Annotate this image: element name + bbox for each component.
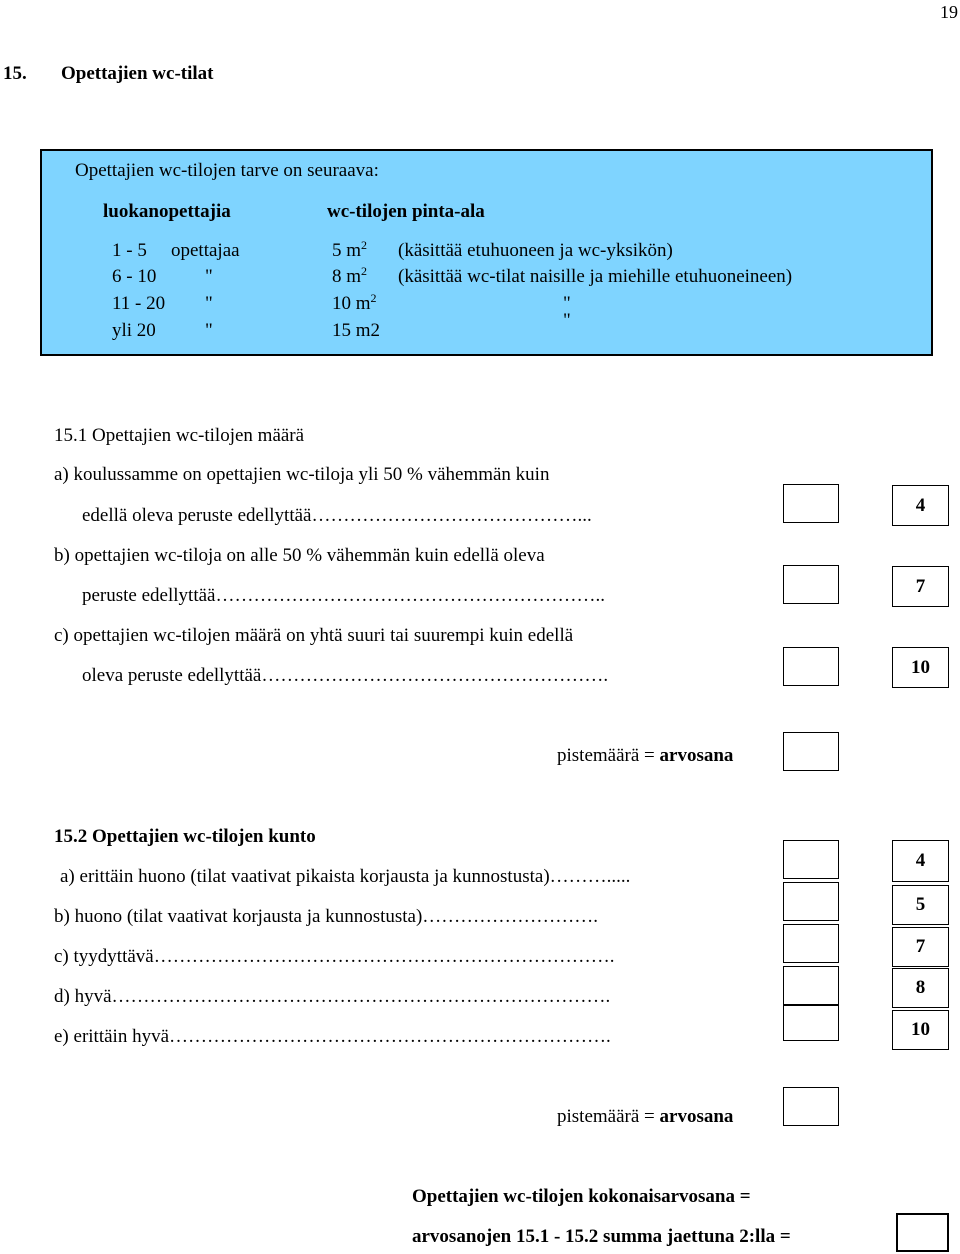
- row-area: 15 m2: [332, 320, 381, 341]
- total-label-line2: arvosanojen 15.1 - 15.2 summa jaettuna 2:lla =: [412, 1226, 791, 1247]
- q1-option-c-line2: oleva peruste edellyttää……………………………………………….: [82, 665, 609, 686]
- q1-score-label: pistemäärä = arvosana: [557, 745, 734, 766]
- q2-option-a-checkbox[interactable]: [783, 840, 839, 879]
- q2-option-a-points: 4: [892, 840, 949, 882]
- q1-option-a-line2: edellä oleva peruste edellyttää……………………………………...: [82, 505, 592, 526]
- q1-option-c-points: 10: [892, 647, 949, 688]
- row-range: yli 20: [112, 320, 156, 341]
- q1-option-b-line2: peruste edellyttää……………………………………………………..: [82, 585, 605, 606]
- q2-option-d-checkbox[interactable]: [783, 966, 839, 1005]
- q1-option-a-points: 4: [892, 485, 949, 526]
- q2-option-b-checkbox[interactable]: [783, 882, 839, 921]
- q2-option-e: e) erittäin hyvä…………………………………………………………….: [54, 1026, 611, 1047]
- q2-option-a: a) erittäin huono (tilat vaativat pikaista korjausta ja kunnostusta)……….....: [60, 866, 631, 887]
- q1-score-input[interactable]: [783, 732, 839, 771]
- q2-option-c-points: 7: [892, 927, 949, 967]
- row-area: 10 $m^2$: [332, 291, 377, 314]
- q1-option-a-checkbox[interactable]: [783, 484, 839, 523]
- row-unit: ": [205, 320, 213, 341]
- q1-option-b-line1: b) opettajien wc-tiloja on alle 50 % vähemmän kuin edellä oleva: [54, 545, 545, 566]
- row-note: (käsittää wc-tilat naisille ja miehille etuhuoneineen): [398, 266, 793, 287]
- row-unit: ": [205, 266, 213, 287]
- info-intro: Opettajien wc-tilojen tarve on seuraava:: [75, 160, 379, 181]
- q1-option-c-checkbox[interactable]: [783, 647, 839, 686]
- info-box: [40, 149, 933, 356]
- row-area: 5 $m^2$: [332, 238, 368, 261]
- q2-option-b: b) huono (tilat vaativat korjausta ja kunnostusta)……………………….: [54, 906, 599, 927]
- row-unit: ": [205, 293, 213, 314]
- total-label-line1: Opettajien wc-tilojen kokonaisarvosana =: [412, 1186, 751, 1207]
- section-title: Opettajien wc-tilat: [61, 63, 214, 84]
- row-area: 8 $m^2$: [332, 264, 368, 287]
- q1-option-b-checkbox[interactable]: [783, 565, 839, 604]
- q1-option-a-line1: a) koulussamme on opettajien wc-tiloja yli 50 % vähemmän kuin: [54, 464, 550, 485]
- q2-option-b-points: 5: [892, 885, 949, 925]
- q2-option-c-checkbox[interactable]: [783, 924, 839, 963]
- total-grade-input[interactable]: [896, 1213, 949, 1252]
- q2-option-c: c) tyydyttävä……………………………………………………………….: [54, 946, 615, 967]
- section-number: 15.: [3, 63, 27, 84]
- q2-score-input[interactable]: [783, 1087, 839, 1126]
- row-range: 1 - 5: [112, 240, 147, 261]
- row-range: 6 - 10: [112, 266, 157, 287]
- q1-title: 15.1 Opettajien wc-tilojen määrä: [54, 425, 305, 446]
- col-header-teachers: luokanopettajia: [103, 201, 231, 222]
- q2-option-d: d) hyvä…………………………………………………………………….: [54, 986, 611, 1007]
- row-unit: opettajaa: [171, 240, 240, 261]
- q2-option-e-points: 10: [892, 1010, 949, 1050]
- q2-score-label: pistemäärä = arvosana: [557, 1106, 734, 1127]
- page-number: 19: [940, 2, 958, 22]
- q2-title: 15.2 Opettajien wc-tilojen kunto: [54, 826, 316, 847]
- col-header-area: wc-tilojen pinta-ala: [327, 201, 485, 222]
- row-range: 11 - 20: [112, 293, 166, 314]
- row-note: ": [563, 310, 571, 331]
- q2-option-d-points: 8: [892, 968, 949, 1008]
- q1-option-b-points: 7: [892, 566, 949, 607]
- q2-option-e-checkbox[interactable]: [783, 1005, 839, 1041]
- row-note: (käsittää etuhuoneen ja wc-yksikön): [398, 240, 673, 261]
- row-note: ": [563, 293, 571, 314]
- q1-option-c-line1: c) opettajien wc-tilojen määrä on yhtä suuri tai suurempi kuin edellä: [54, 625, 574, 646]
